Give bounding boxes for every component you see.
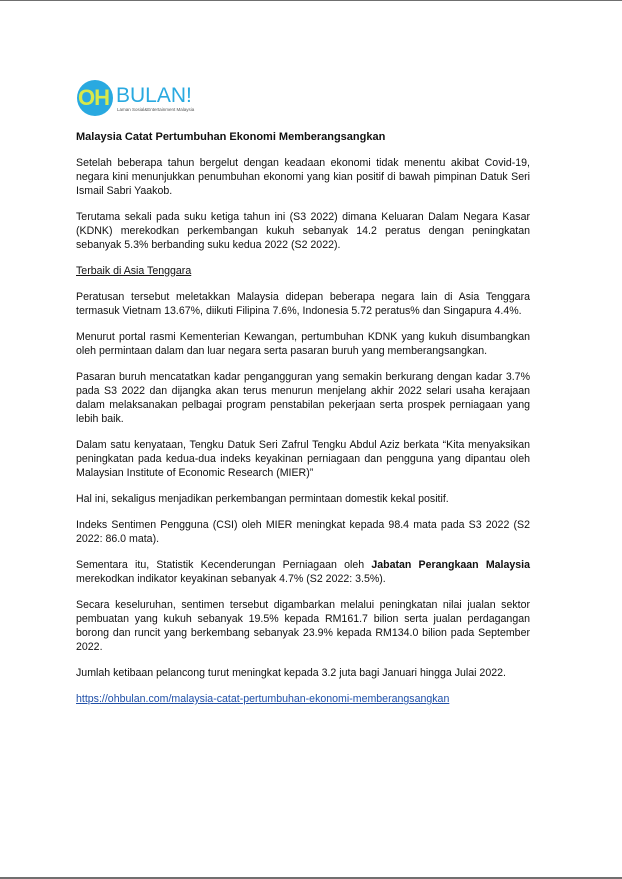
paragraph-5: Pasaran buruh mencatatkan kadar pengangguran yang semakin berkurang dengan kadar 3.7% pada S3 2022 dan dijangka akan terus menurun menjelang akhir 2022 selari usaha kerajaan dalam melaksanakan pelbagai program penstabilan pekerjaan serta prospek perniagaan yang lebih baik. [76, 371, 530, 425]
paragraph-2: Terutama sekali pada suku ketiga tahun ini (S3 2022) dimana Keluaran Dalam Negara Kasar (KDNK) merekodkan perkembangan kukuh sebanyak 14.2 peratus dengan peningkatan sebanyak 5.3% berbanding suku kedua 2022 (S2 2022). [76, 211, 530, 251]
paragraph-7: Hal ini, sekaligus menjadikan perkembangan permintaan domestik kekal positif. [76, 493, 449, 505]
paragraph-6: Dalam satu kenyataan, Tengku Datuk Seri Zafrul Tengku Abdul Aziz berkata “Kita menyaksikan peningkatan pada kedua-dua indeks keyakinan perniagaan dan pengguna yang dipantau oleh Malaysian Institute of Economic Research (MIER)” [76, 439, 530, 479]
paragraph-9-tail: merekodkan indikator keyakinan sebanyak 4.7% (S2 2022: 3.5%). [76, 573, 386, 585]
paragraph-3: Peratusan tersebut meletakkan Malaysia didepan beberapa negara lain di Asia Tenggara termasuk Vietnam 13.67%, diikuti Filipina 7.6%, Indonesia 5.72 peratus% dan Singapura 4.4%. [76, 291, 530, 317]
paragraph-10: Secara keseluruhan, sentimen tersebut digambarkan melalui peningkatan nilai jualan sektor pembuatan yang kukuh sebanyak 19.5% kepada RM161.7 bilion serta jualan perdagangan borong dan runcit yang berkembang sebanyak 23.9% kepada RM134.0 bilion pada September 2022. [76, 599, 530, 653]
logo-oh-text: OH [78, 85, 109, 110]
source-link[interactable]: https://ohbulan.com/malaysia-catat-pertumbuhan-ekonomi-memberangsangkan [76, 693, 450, 705]
paragraph-1: Setelah beberapa tahun bergelut dengan keadaan ekonomi tidak menentu akibat Covid-19, negara kini menunjukkan penumbuhan ekonomi yang kian positif di bawah pimpinan Datuk Seri Ismail Sabri Yaakob. [76, 157, 530, 197]
article-title: Malaysia Catat Pertumbuhan Ekonomi Memberangsangkan [76, 131, 386, 143]
paragraph-11: Jumlah ketibaan pelancong turut meningkat kepada 3.2 juta bagi Januari hingga Julai 2022. [76, 667, 506, 679]
paragraph-9-lead: Sementara itu, Statistik Kecenderungan Perniagaan oleh [76, 559, 372, 571]
top-border [0, 0, 622, 1]
ohbulan-logo [76, 80, 236, 118]
logo-tagline: Laman Sosial&Entertainment Malaysia [117, 107, 195, 112]
document-page [76, 80, 530, 706]
logo-bulan-text: BULAN! [116, 84, 192, 107]
paragraph-8: Indeks Sentimen Pengguna (CSI) oleh MIER meningkat kepada 98.4 mata pada S3 2022 (S2 2022: 86.0 mata). [76, 519, 530, 545]
subheading: Terbaik di Asia Tenggara [76, 265, 192, 277]
paragraph-4: Menurut portal rasmi Kementerian Kewangan, pertumbuhan KDNK yang kukuh disumbangkan oleh permintaan dalam dan luar negara serta pasaran buruh yang memberangsangkan. [76, 331, 530, 357]
paragraph-9 [76, 558, 530, 586]
paragraph-9-bold: Jabatan Perangkaan Malaysia [371, 559, 530, 571]
